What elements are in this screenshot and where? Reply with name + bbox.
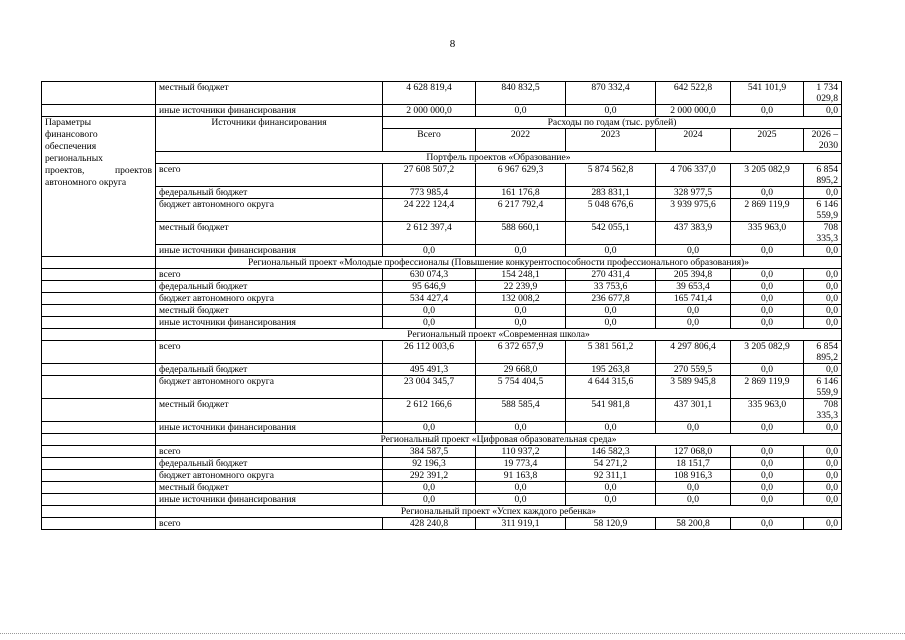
row-label: федеральный бюджет	[156, 364, 383, 376]
table-row	[42, 376, 842, 399]
row-label: местный бюджет	[156, 482, 383, 494]
blank-cell	[42, 506, 156, 518]
value-cell: 0,0	[804, 269, 842, 281]
value-cell: 870 332,4	[566, 82, 656, 105]
row-label: бюджет автономного округа	[156, 470, 383, 482]
blank-cell	[42, 422, 156, 434]
value-cell: 0,0	[804, 458, 842, 470]
row-label: бюджет автономного округа	[156, 293, 383, 305]
value-cell: 0,0	[731, 305, 804, 317]
value-cell: 146 582,3	[566, 446, 656, 458]
table-row	[42, 105, 842, 117]
row-label: федеральный бюджет	[156, 281, 383, 293]
value-cell: 0,0	[731, 187, 804, 199]
value-cell: 19 773,4	[476, 458, 566, 470]
value-cell: 27 608 507,2	[383, 164, 476, 187]
value-cell: 18 151,7	[656, 458, 731, 470]
value-cell: 0,0	[566, 482, 656, 494]
value-cell: 0,0	[731, 245, 804, 257]
value-cell: 0,0	[566, 422, 656, 434]
value-cell: 0,0	[656, 422, 731, 434]
value-cell: 5 754 404,5	[476, 376, 566, 399]
value-cell: 6 967 629,3	[476, 164, 566, 187]
value-cell: 0,0	[476, 494, 566, 506]
row-label: иные источники финансирования	[156, 317, 383, 329]
value-cell: 0,0	[383, 494, 476, 506]
value-cell: 161 176,8	[476, 187, 566, 199]
row-label: всего	[156, 446, 383, 458]
row-label: местный бюджет	[156, 82, 383, 105]
value-cell: 0,0	[804, 446, 842, 458]
value-cell: 292 391,2	[383, 470, 476, 482]
value-cell: 0,0	[476, 482, 566, 494]
value-cell: 4 706 337,0	[656, 164, 731, 187]
table-row	[42, 364, 842, 376]
table-row	[42, 422, 842, 434]
value-cell: 2 869 119,9	[731, 376, 804, 399]
value-cell: 0,0	[804, 305, 842, 317]
blank-cell	[42, 482, 156, 494]
table-row	[42, 341, 842, 364]
blank-cell	[42, 376, 156, 399]
value-cell: 3 589 945,8	[656, 376, 731, 399]
value-cell: 3 205 082,9	[731, 341, 804, 364]
blank-cell	[42, 399, 156, 422]
row-label: иные источники финансирования	[156, 494, 383, 506]
blank-cell	[42, 518, 156, 530]
value-cell: 773 985,4	[383, 187, 476, 199]
value-cell: 6 146 559,9	[804, 199, 842, 222]
value-cell: 0,0	[383, 482, 476, 494]
section-row	[42, 506, 842, 518]
expenses-header: Расходы по годам (тыс. рублей)	[383, 117, 842, 129]
value-cell: 495 491,3	[383, 364, 476, 376]
row-label: федеральный бюджет	[156, 187, 383, 199]
table-row	[42, 269, 842, 281]
row-label: всего	[156, 164, 383, 187]
value-cell: 6 854 895,2	[804, 341, 842, 364]
value-cell: 0,0	[656, 494, 731, 506]
value-cell: 5 381 561,2	[566, 341, 656, 364]
value-cell: 283 831,1	[566, 187, 656, 199]
row-label: иные источники финансирования	[156, 422, 383, 434]
table-row	[42, 199, 842, 222]
blank-cell	[42, 470, 156, 482]
row-label: иные источники финансирования	[156, 245, 383, 257]
blank-cell	[42, 446, 156, 458]
value-cell: 29 668,0	[476, 364, 566, 376]
value-cell: 437 301,1	[656, 399, 731, 422]
value-cell: 0,0	[476, 105, 566, 117]
financing-table	[41, 81, 842, 530]
value-cell: 0,0	[656, 245, 731, 257]
value-cell: 205 394,8	[656, 269, 731, 281]
value-cell: 39 653,4	[656, 281, 731, 293]
row-label: бюджет автономного округа	[156, 376, 383, 399]
value-cell: 0,0	[804, 470, 842, 482]
value-cell: 92 311,1	[566, 470, 656, 482]
value-cell: 92 196,3	[383, 458, 476, 470]
value-cell: 4 644 315,6	[566, 376, 656, 399]
table-row	[42, 317, 842, 329]
value-cell: 335 963,0	[731, 222, 804, 245]
blank-cell	[42, 364, 156, 376]
blank-cell	[42, 293, 156, 305]
section-title: Региональный проект «Молодые профессионалы (Повышение конкурентоспособности профессионального образования)»	[156, 257, 842, 269]
table-row	[42, 222, 842, 245]
blank-cell	[42, 317, 156, 329]
value-cell: 0,0	[566, 245, 656, 257]
value-cell: 3 939 975,6	[656, 199, 731, 222]
value-cell: 0,0	[566, 494, 656, 506]
value-cell: 0,0	[731, 293, 804, 305]
value-cell: 1 734 029,8	[804, 82, 842, 105]
value-cell: 6 217 792,4	[476, 199, 566, 222]
value-cell: 165 741,4	[656, 293, 731, 305]
section-title: Региональный проект «Цифровая образовательная среда»	[156, 434, 842, 446]
value-cell: 0,0	[804, 518, 842, 530]
side-label-line	[45, 165, 152, 177]
value-cell: 534 427,4	[383, 293, 476, 305]
value-cell: 0,0	[731, 518, 804, 530]
value-cell: 588 660,1	[476, 222, 566, 245]
value-cell: 110 937,2	[476, 446, 566, 458]
table-row	[42, 482, 842, 494]
section-row	[42, 257, 842, 269]
value-cell: 0,0	[656, 317, 731, 329]
section-row	[42, 152, 842, 164]
blank-cell	[42, 305, 156, 317]
value-cell: 0,0	[731, 317, 804, 329]
value-cell: 541 101,9	[731, 82, 804, 105]
row-label: иные источники финансирования	[156, 105, 383, 117]
value-cell: 437 383,9	[656, 222, 731, 245]
value-cell: 0,0	[566, 317, 656, 329]
value-cell: 0,0	[476, 305, 566, 317]
blank-cell	[42, 458, 156, 470]
value-cell: 0,0	[804, 422, 842, 434]
row-label: всего	[156, 269, 383, 281]
value-cell: 91 163,8	[476, 470, 566, 482]
section-row	[42, 434, 842, 446]
value-cell: 0,0	[731, 470, 804, 482]
value-cell: 5 874 562,8	[566, 164, 656, 187]
side-label-word: проектов	[114, 165, 152, 176]
value-cell: 2 000 000,0	[656, 105, 731, 117]
scan-edge	[0, 633, 905, 634]
row-label: местный бюджет	[156, 305, 383, 317]
row-label: бюджет автономного округа	[156, 199, 383, 222]
section-title: Региональный проект «Современная школа»	[156, 329, 842, 341]
value-cell: 0,0	[731, 482, 804, 494]
value-cell: 840 832,5	[476, 82, 566, 105]
value-cell: 541 981,8	[566, 399, 656, 422]
column-header: 2023	[566, 129, 656, 152]
value-cell: 108 916,3	[656, 470, 731, 482]
value-cell: 4 628 819,4	[383, 82, 476, 105]
value-cell: 0,0	[731, 364, 804, 376]
value-cell: 0,0	[656, 482, 731, 494]
blank-cell	[42, 105, 156, 117]
value-cell: 4 297 806,4	[656, 341, 731, 364]
table-row	[42, 494, 842, 506]
value-cell: 708 335,3	[804, 399, 842, 422]
value-cell: 328 977,5	[656, 187, 731, 199]
table-row	[42, 446, 842, 458]
value-cell: 2 000 000,0	[383, 105, 476, 117]
value-cell: 588 585,4	[476, 399, 566, 422]
value-cell: 0,0	[731, 422, 804, 434]
blank-cell	[42, 82, 156, 105]
value-cell: 0,0	[804, 293, 842, 305]
section-row	[42, 329, 842, 341]
value-cell: 0,0	[804, 187, 842, 199]
value-cell: 6 146 559,9	[804, 376, 842, 399]
value-cell: 542 055,1	[566, 222, 656, 245]
value-cell: 270 559,5	[656, 364, 731, 376]
column-header: 2024	[656, 129, 731, 152]
table-row	[42, 305, 842, 317]
value-cell: 0,0	[804, 281, 842, 293]
blank-cell	[42, 269, 156, 281]
blank-cell	[42, 329, 156, 341]
value-cell: 33 753,6	[566, 281, 656, 293]
row-label: местный бюджет	[156, 222, 383, 245]
section-title: Региональный проект «Успех каждого ребенка»	[156, 506, 842, 518]
value-cell: 58 120,9	[566, 518, 656, 530]
value-cell: 58 200,8	[656, 518, 731, 530]
value-cell: 22 239,9	[476, 281, 566, 293]
table-row	[42, 458, 842, 470]
row-label: всего	[156, 518, 383, 530]
side-label	[42, 117, 156, 257]
value-cell: 127 068,0	[656, 446, 731, 458]
table-row	[42, 281, 842, 293]
value-cell: 6 854 895,2	[804, 164, 842, 187]
value-cell: 0,0	[476, 422, 566, 434]
table-row	[42, 245, 842, 257]
value-cell: 2 612 166,6	[383, 399, 476, 422]
table-row	[42, 518, 842, 530]
value-cell: 0,0	[804, 494, 842, 506]
value-cell: 2 612 397,4	[383, 222, 476, 245]
value-cell: 335 963,0	[731, 399, 804, 422]
value-cell: 6 372 657,9	[476, 341, 566, 364]
value-cell: 630 074,3	[383, 269, 476, 281]
value-cell: 132 008,2	[476, 293, 566, 305]
row-label: федеральный бюджет	[156, 458, 383, 470]
value-cell: 0,0	[383, 245, 476, 257]
side-label-line: автономного округа	[45, 177, 127, 188]
sources-header: Источники финансирования	[156, 117, 383, 152]
section-title: Портфель проектов «Образование»	[156, 152, 842, 164]
blank-cell	[42, 281, 156, 293]
value-cell: 0,0	[476, 245, 566, 257]
header-row	[42, 117, 842, 129]
value-cell: 428 240,8	[383, 518, 476, 530]
page-number: 8	[449, 38, 456, 50]
column-header: 2026 – 2030	[804, 129, 842, 152]
side-label-line: Параметры	[45, 117, 92, 128]
table-row	[42, 470, 842, 482]
value-cell: 708 335,3	[804, 222, 842, 245]
table-row	[42, 82, 842, 105]
value-cell: 54 271,2	[566, 458, 656, 470]
side-label-line: финансового	[45, 129, 98, 140]
value-cell: 0,0	[731, 446, 804, 458]
column-header: Всего	[383, 129, 476, 152]
value-cell: 236 677,8	[566, 293, 656, 305]
value-cell: 0,0	[566, 305, 656, 317]
value-cell: 23 004 345,7	[383, 376, 476, 399]
value-cell: 384 587,5	[383, 446, 476, 458]
blank-cell	[42, 494, 156, 506]
table-row	[42, 399, 842, 422]
value-cell: 0,0	[804, 245, 842, 257]
value-cell: 0,0	[731, 105, 804, 117]
row-label: местный бюджет	[156, 399, 383, 422]
value-cell: 0,0	[804, 364, 842, 376]
value-cell: 0,0	[731, 458, 804, 470]
side-label-line: региональных	[45, 153, 103, 164]
value-cell: 0,0	[804, 105, 842, 117]
value-cell: 2 869 119,9	[731, 199, 804, 222]
value-cell: 0,0	[804, 317, 842, 329]
value-cell: 0,0	[731, 494, 804, 506]
value-cell: 0,0	[383, 422, 476, 434]
value-cell: 195 263,8	[566, 364, 656, 376]
value-cell: 26 112 003,6	[383, 341, 476, 364]
blank-cell	[42, 434, 156, 446]
value-cell: 0,0	[731, 269, 804, 281]
value-cell: 0,0	[383, 305, 476, 317]
value-cell: 642 522,8	[656, 82, 731, 105]
value-cell: 154 248,1	[476, 269, 566, 281]
column-header: 2022	[476, 129, 566, 152]
row-label: всего	[156, 341, 383, 364]
table-row	[42, 164, 842, 187]
value-cell: 24 222 124,4	[383, 199, 476, 222]
side-label-line: обеспечения	[45, 141, 97, 152]
value-cell: 0,0	[476, 317, 566, 329]
table-row	[42, 293, 842, 305]
value-cell: 270 431,4	[566, 269, 656, 281]
blank-cell	[42, 341, 156, 364]
value-cell: 0,0	[804, 482, 842, 494]
value-cell: 311 919,1	[476, 518, 566, 530]
value-cell: 0,0	[656, 305, 731, 317]
table-row	[42, 187, 842, 199]
value-cell: 95 646,9	[383, 281, 476, 293]
column-header: 2025	[731, 129, 804, 152]
value-cell: 0,0	[731, 281, 804, 293]
blank-cell	[42, 257, 156, 269]
value-cell: 0,0	[383, 317, 476, 329]
value-cell: 3 205 082,9	[731, 164, 804, 187]
value-cell: 5 048 676,6	[566, 199, 656, 222]
value-cell: 0,0	[566, 105, 656, 117]
side-label-word: проектов,	[45, 165, 85, 176]
